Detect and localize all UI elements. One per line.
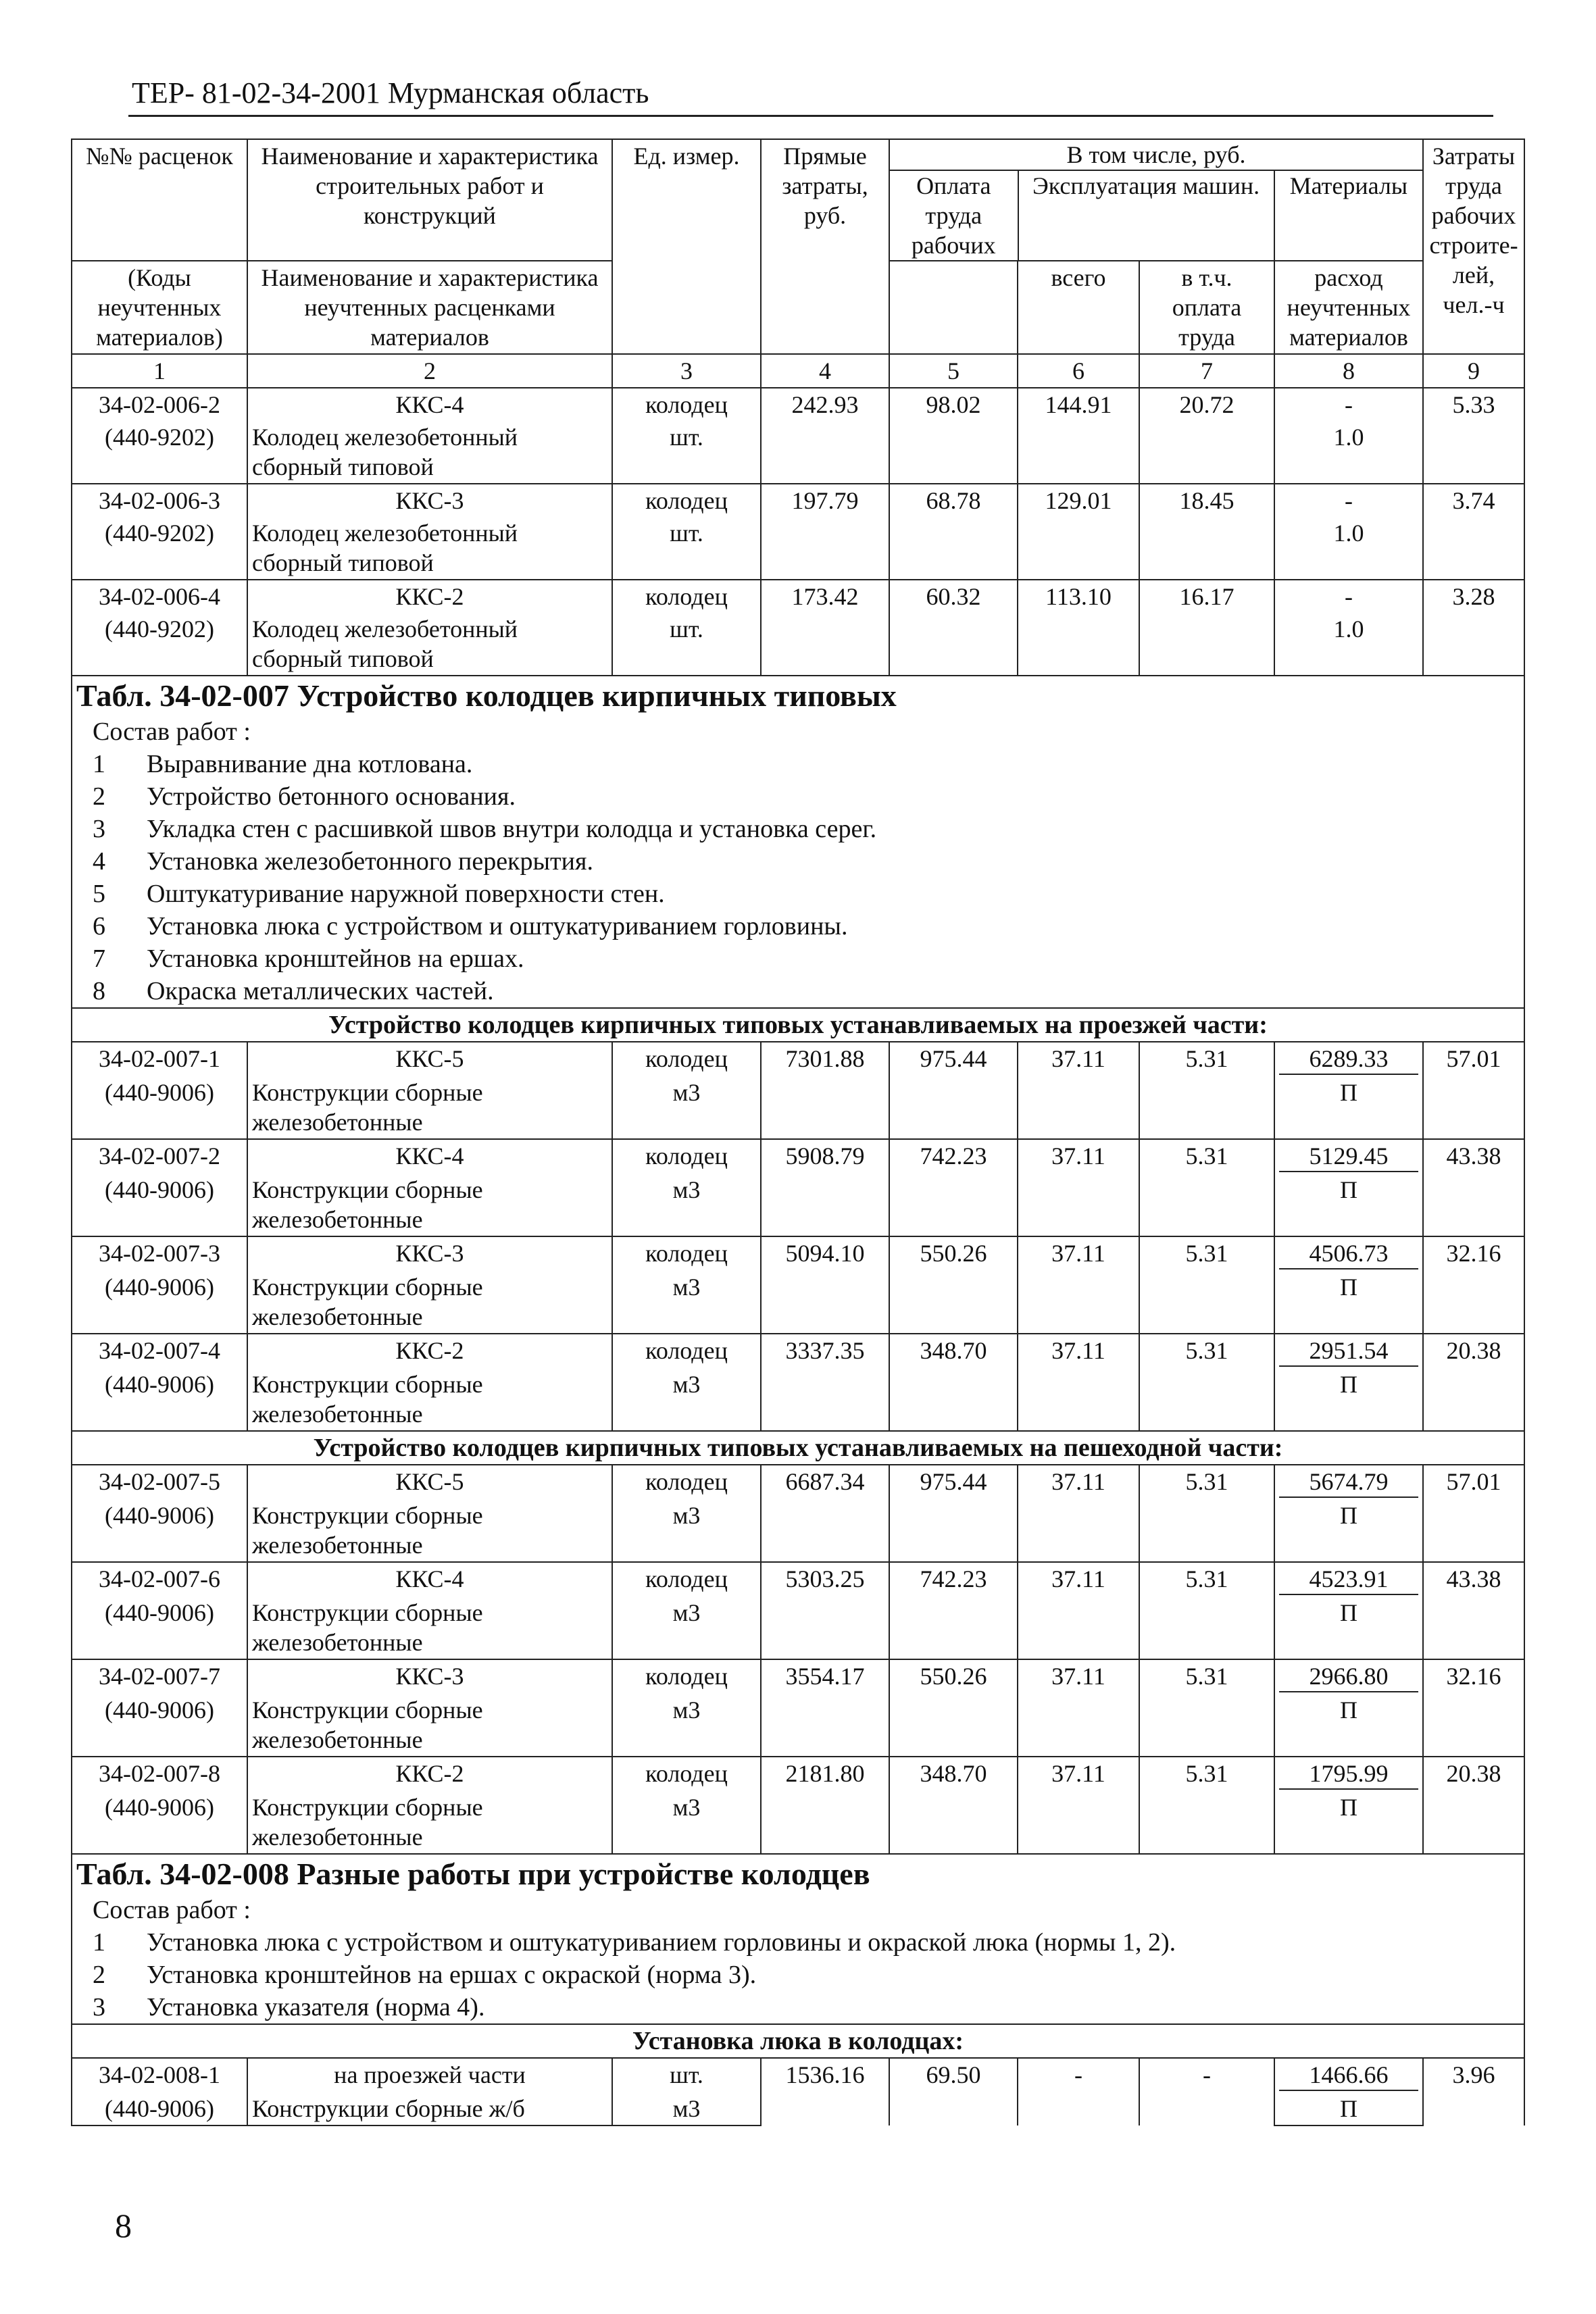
col-incl-header: В том числе, руб. [890, 140, 1422, 171]
material-name: Колодец железобетонный сборный типовой [247, 421, 612, 484]
rate-machines-wage: 5.31 [1139, 1659, 1274, 1757]
work-item-text: Установка люка с устройством и оштукатуриванием горловины. [147, 912, 848, 940]
table-row [72, 1562, 1524, 1596]
material-unit: м3 [612, 1596, 761, 1659]
rate-wage: 975.44 [889, 1042, 1018, 1139]
rate-machines-total: 144.91 [1018, 388, 1139, 484]
rate-materials: - [1345, 583, 1353, 610]
col-direct-header: Прямые затраты, руб. [761, 139, 889, 354]
column-numbers-row [72, 354, 1524, 388]
rate-machines-wage: 20.72 [1139, 388, 1274, 484]
work-item-text: Установка люка с устройством и оштукатуриванием горловины и окраской люка (нормы 1, 2). [147, 1928, 1176, 1957]
col-num: 1 [72, 354, 247, 388]
rate-machines-wage: 5.31 [1139, 1236, 1274, 1334]
rate-direct-cost: 2181.80 [761, 1757, 889, 1854]
rate-direct-cost: 5908.79 [761, 1139, 889, 1236]
section-title: Табл. 34-02-008 Разные работы при устройстве колодцев [76, 1857, 870, 1891]
material-unit: м3 [612, 1076, 761, 1139]
rate-machines-total: 37.11 [1018, 1139, 1139, 1236]
col-num: 4 [761, 354, 889, 388]
table-row [72, 1236, 1524, 1271]
material-name: Конструкции сборные железобетонные [247, 1271, 612, 1334]
work-item [72, 1926, 1524, 1959]
table-row [72, 1042, 1524, 1076]
page-number: 8 [115, 2207, 132, 2244]
material-name: Конструкции сборные ж/б [247, 2092, 612, 2126]
subsection-row [72, 2024, 1524, 2058]
page-header: ТЕР- 81-02-34-2001 Мурманская область [132, 76, 649, 109]
rate-unit: колодец [612, 1465, 761, 1499]
header-rule [128, 115, 1493, 117]
rate-code: 34-02-008-1 [72, 2058, 247, 2092]
rate-labor: 20.38 [1423, 1757, 1524, 1854]
subsection-title: Установка люка в колодцах: [632, 2027, 964, 2055]
section-header-cell [72, 676, 1524, 1008]
col-num: 7 [1139, 354, 1274, 388]
rate-materials: 2951.54 [1279, 1336, 1418, 1367]
material-consumption: П [1274, 1596, 1423, 1659]
col-code-sub-header: (Коды неучтенных материалов) [72, 261, 247, 354]
material-consumption: П [1274, 1174, 1423, 1236]
material-name: Колодец железобетонный сборный типовой [247, 613, 612, 676]
table-row [72, 580, 1524, 613]
rate-materials: - [1345, 487, 1353, 514]
rate-labor: 32.16 [1423, 1236, 1524, 1334]
rate-name: ККС-3 [247, 1659, 612, 1694]
rate-wage: 60.32 [889, 580, 1018, 676]
rate-name: ККС-2 [247, 1334, 612, 1368]
rate-machines-wage: 16.17 [1139, 580, 1274, 676]
rate-name: ККС-4 [247, 388, 612, 421]
subsection-title: Устройство колодцев кирпичных типовых устанавливаемых на проезжей части: [328, 1011, 1268, 1039]
rate-wage: 742.23 [889, 1562, 1018, 1659]
table-row [72, 1757, 1524, 1791]
rate-labor: 43.38 [1423, 1562, 1524, 1659]
rate-wage: 742.23 [889, 1139, 1018, 1236]
col-materials-header: Материалы [1289, 172, 1408, 199]
rate-materials-cell [1274, 1659, 1423, 1694]
work-item [72, 748, 1524, 780]
material-name: Конструкции сборные железобетонные [247, 1174, 612, 1236]
rate-wage: 68.78 [889, 484, 1018, 580]
rate-labor: 32.16 [1423, 1659, 1524, 1757]
rate-wage: 550.26 [889, 1236, 1018, 1334]
rate-machines-wage: 5.31 [1139, 1334, 1274, 1431]
rate-materials-cell [1274, 1139, 1423, 1174]
rate-machines-total: 37.11 [1018, 1465, 1139, 1562]
work-item [72, 845, 1524, 878]
table-body [72, 139, 1524, 2126]
rate-unit: колодец [612, 1334, 761, 1368]
material-code: (440-9006) [72, 1694, 247, 1757]
subsection-row [72, 1008, 1524, 1042]
material-code: (440-9006) [72, 1271, 247, 1334]
material-name: Конструкции сборные железобетонные [247, 1076, 612, 1139]
rate-machines-total: 37.11 [1018, 1042, 1139, 1139]
subsection-row-cell [72, 1431, 1524, 1465]
rate-wage: 975.44 [889, 1465, 1018, 1562]
rate-machines-total: - [1018, 2058, 1139, 2126]
col-code-header: №№ расценок [72, 139, 247, 261]
rate-code: 34-02-006-4 [72, 580, 247, 613]
material-unit: шт. [612, 517, 761, 580]
material-name: Конструкции сборные железобетонные [247, 1499, 612, 1562]
rate-machines-wage: - [1139, 2058, 1274, 2126]
rate-unit: шт. [612, 2058, 761, 2092]
work-item [72, 910, 1524, 942]
rate-code: 34-02-006-3 [72, 484, 247, 517]
header-row-1 [72, 139, 1524, 261]
material-unit: м3 [612, 2092, 761, 2126]
material-code: (440-9006) [72, 1499, 247, 1562]
work-item-text: Установка железобетонного перекрытия. [147, 847, 593, 876]
subsection-title: Устройство колодцев кирпичных типовых устанавливаемых на пешеходной части: [313, 1434, 1283, 1462]
rate-machines-wage: 5.31 [1139, 1042, 1274, 1139]
rate-name: ККС-2 [247, 1757, 612, 1791]
table-row [72, 1465, 1524, 1499]
rate-labor: 3.28 [1423, 580, 1524, 676]
rate-materials: - [1345, 391, 1353, 418]
material-code: (440-9006) [72, 1368, 247, 1431]
section-header [72, 1854, 1524, 2024]
rate-direct-cost: 5094.10 [761, 1236, 889, 1334]
rate-labor: 5.33 [1423, 388, 1524, 484]
material-name: Колодец железобетонный сборный типовой [247, 517, 612, 580]
work-item-text: Выравнивание дна котлована. [147, 750, 473, 778]
material-name: Конструкции сборные железобетонные [247, 1368, 612, 1431]
rate-materials: 6289.33 [1279, 1044, 1418, 1075]
table-row [72, 1659, 1524, 1694]
rate-direct-cost: 3337.35 [761, 1334, 889, 1431]
rate-unit: колодец [612, 1236, 761, 1271]
col-machines-header: Эксплуатация машин. [1019, 171, 1275, 260]
rate-name: ККС-2 [247, 580, 612, 613]
col-name-sub-header: Наименование и характеристика неучтенных расценками материалов [247, 261, 612, 354]
work-item-text: Оштукатуривание наружной поверхности стен. [147, 880, 665, 908]
material-name: Конструкции сборные железобетонные [247, 1791, 612, 1854]
col-total-header: всего [1018, 261, 1139, 354]
work-item [72, 1991, 1524, 2023]
work-item-number: 3 [93, 815, 105, 843]
rate-code: 34-02-007-5 [72, 1465, 247, 1499]
rate-materials: 1466.66 [1279, 2060, 1418, 2091]
works-label: Состав работ : [93, 1896, 251, 1924]
rate-unit: колодец [612, 1659, 761, 1694]
work-item-number: 8 [93, 977, 105, 1005]
rate-unit: колодец [612, 1562, 761, 1596]
material-consumption: 1.0 [1274, 517, 1423, 580]
rate-labor: 20.38 [1423, 1334, 1524, 1431]
rate-machines-total: 37.11 [1018, 1562, 1139, 1659]
work-item-number: 4 [93, 847, 105, 876]
rate-unit: колодец [612, 580, 761, 613]
col-num: 9 [1423, 354, 1524, 388]
rate-code: 34-02-007-7 [72, 1659, 247, 1694]
work-item-text: Установка кронштейнов на ершах с окраской (норма 3). [147, 1961, 757, 1989]
material-unit: м3 [612, 1499, 761, 1562]
rate-materials-cell [1274, 1042, 1423, 1076]
rate-machines-wage: 5.31 [1139, 1465, 1274, 1562]
table-row [72, 2058, 1524, 2092]
rate-direct-cost: 5303.25 [761, 1562, 889, 1659]
rate-materials-cell [1274, 1465, 1423, 1499]
rate-code: 34-02-006-2 [72, 388, 247, 421]
col-name-header: Наименование и характеристика строительных работ и конструкций [247, 139, 612, 261]
col-num: 3 [612, 354, 761, 388]
material-unit: м3 [612, 1791, 761, 1854]
rate-unit: колодец [612, 388, 761, 421]
rate-code: 34-02-007-6 [72, 1562, 247, 1596]
work-item-text: Установка указателя (норма 4). [147, 1993, 485, 2021]
rate-materials-cell [1274, 1562, 1423, 1596]
rate-materials-cell [1274, 1334, 1423, 1368]
section-header [72, 676, 1524, 1008]
rate-code: 34-02-007-2 [72, 1139, 247, 1174]
rate-direct-cost: 7301.88 [761, 1042, 889, 1139]
rate-wage: 348.70 [889, 1757, 1018, 1854]
table-row [72, 1334, 1524, 1368]
work-item-number: 2 [93, 1961, 105, 1989]
work-item-number: 5 [93, 880, 105, 908]
rate-direct-cost: 3554.17 [761, 1659, 889, 1757]
rate-labor: 57.01 [1423, 1042, 1524, 1139]
rate-labor: 3.96 [1423, 2058, 1524, 2126]
rate-machines-total: 37.11 [1018, 1236, 1139, 1334]
rate-machines-wage: 5.31 [1139, 1757, 1274, 1854]
table-row [72, 484, 1524, 517]
work-item-number: 1 [93, 1928, 105, 1957]
work-item-number: 3 [93, 1993, 105, 2021]
col-wage-header: Оплата труда рабочих [890, 171, 1019, 260]
material-consumption: П [1274, 1271, 1423, 1334]
table-row [72, 388, 1524, 421]
work-item-text: Установка кронштейнов на ершах. [147, 945, 524, 973]
rate-direct-cost: 1536.16 [761, 2058, 889, 2126]
section-header-cell [72, 1854, 1524, 2024]
material-code: (440-9006) [72, 1174, 247, 1236]
rate-labor: 3.74 [1423, 484, 1524, 580]
work-item-number: 7 [93, 945, 105, 973]
rate-direct-cost: 242.93 [761, 388, 889, 484]
section-title: Табл. 34-02-007 Устройство колодцев кирпичных типовых [76, 678, 897, 713]
material-consumption: П [1274, 1368, 1423, 1431]
col-unit-header: Ед. измер. [612, 139, 761, 354]
rate-code: 34-02-007-8 [72, 1757, 247, 1791]
material-code: (440-9006) [72, 1076, 247, 1139]
rate-materials: 4523.91 [1279, 1564, 1418, 1595]
col-num: 5 [889, 354, 1018, 388]
material-code: (440-9006) [72, 2092, 247, 2126]
rate-materials: 2966.80 [1279, 1661, 1418, 1692]
material-consumption: П [1274, 1791, 1423, 1854]
rate-name: ККС-3 [247, 484, 612, 517]
col-num: 8 [1274, 354, 1423, 388]
works-label: Состав работ : [93, 718, 251, 746]
rate-labor: 43.38 [1423, 1139, 1524, 1236]
rate-unit: колодец [612, 484, 761, 517]
rate-machines-total: 37.11 [1018, 1334, 1139, 1431]
rate-machines-wage: 5.31 [1139, 1562, 1274, 1659]
rate-code: 34-02-007-3 [72, 1236, 247, 1271]
rate-machines-total: 113.10 [1018, 580, 1139, 676]
col-incl-group [889, 139, 1423, 261]
rate-machines-total: 37.11 [1018, 1659, 1139, 1757]
work-item [72, 780, 1524, 813]
material-name: Конструкции сборные железобетонные [247, 1694, 612, 1757]
col-labor-header: Затраты труда рабочих строите-лей, чел.-ч [1423, 139, 1524, 354]
material-code: (440-9006) [72, 1791, 247, 1854]
rate-name: на проезжей части [247, 2058, 612, 2092]
material-unit: м3 [612, 1271, 761, 1334]
material-consumption: 1.0 [1274, 421, 1423, 484]
rate-code: 34-02-007-4 [72, 1334, 247, 1368]
work-item [72, 942, 1524, 975]
work-item-text: Укладка стен с расшивкой швов внутри колодца и установка серег. [147, 815, 877, 843]
rate-machines-wage: 18.45 [1139, 484, 1274, 580]
document-body [71, 139, 1524, 2126]
material-unit: м3 [612, 1174, 761, 1236]
subsection-row-cell [72, 2024, 1524, 2058]
rate-machines-wage: 5.31 [1139, 1139, 1274, 1236]
rate-machines-total: 37.11 [1018, 1757, 1139, 1854]
rate-materials-cell [1274, 1757, 1423, 1791]
col-num: 2 [247, 354, 612, 388]
rate-materials-cell [1274, 580, 1423, 613]
material-consumption: П [1274, 1499, 1423, 1562]
material-code: (440-9006) [72, 1596, 247, 1659]
work-item [72, 1959, 1524, 1991]
rate-name: ККС-5 [247, 1465, 612, 1499]
rate-materials-cell [1274, 1236, 1423, 1271]
rate-wage: 69.50 [889, 2058, 1018, 2126]
rate-direct-cost: 173.42 [761, 580, 889, 676]
work-item [72, 878, 1524, 910]
rate-name: ККС-4 [247, 1139, 612, 1174]
rate-wage: 550.26 [889, 1659, 1018, 1757]
rate-materials: 4506.73 [1279, 1238, 1418, 1269]
work-item-number: 1 [93, 750, 105, 778]
rate-direct-cost: 6687.34 [761, 1465, 889, 1562]
rate-materials-cell [1274, 484, 1423, 517]
material-code: (440-9202) [72, 517, 247, 580]
rate-wage: 98.02 [889, 388, 1018, 484]
rate-materials-cell [1274, 2058, 1423, 2092]
rate-unit: колодец [612, 1757, 761, 1791]
col-num: 6 [1018, 354, 1139, 388]
rate-name: ККС-5 [247, 1042, 612, 1076]
material-unit: м3 [612, 1694, 761, 1757]
subsection-row [72, 1431, 1524, 1465]
rate-unit: колодец [612, 1042, 761, 1076]
rate-materials: 1795.99 [1279, 1759, 1418, 1790]
material-code: (440-9202) [72, 421, 247, 484]
rate-materials: 5674.79 [1279, 1467, 1418, 1498]
material-unit: шт. [612, 613, 761, 676]
rate-materials-cell [1274, 388, 1423, 421]
material-unit: м3 [612, 1368, 761, 1431]
rate-machines-total: 129.01 [1018, 484, 1139, 580]
col-mat-sub-header: расход неучтенных материалов [1274, 261, 1423, 354]
rate-wage: 348.70 [889, 1334, 1018, 1431]
rate-name: ККС-3 [247, 1236, 612, 1271]
material-code: (440-9202) [72, 613, 247, 676]
work-item [72, 813, 1524, 845]
rate-direct-cost: 197.79 [761, 484, 889, 580]
rates-table [71, 139, 1525, 2126]
col-incl-wage-header: в т.ч. оплата труда [1139, 261, 1274, 354]
subsection-row-cell [72, 1008, 1524, 1042]
work-item-number: 6 [93, 912, 105, 940]
material-consumption: П [1274, 1694, 1423, 1757]
work-item [72, 975, 1524, 1007]
material-unit: шт. [612, 421, 761, 484]
rate-unit: колодец [612, 1139, 761, 1174]
rate-name: ККС-4 [247, 1562, 612, 1596]
table-row [72, 1139, 1524, 1174]
work-item-number: 2 [93, 782, 105, 811]
material-consumption: П [1274, 1076, 1423, 1139]
work-item-text: Устройство бетонного основания. [147, 782, 516, 811]
material-name: Конструкции сборные железобетонные [247, 1596, 612, 1659]
rate-code: 34-02-007-1 [72, 1042, 247, 1076]
material-consumption: П [1274, 2092, 1423, 2126]
rate-materials: 5129.45 [1279, 1141, 1418, 1172]
rate-labor: 57.01 [1423, 1465, 1524, 1562]
material-consumption: 1.0 [1274, 613, 1423, 676]
work-item-text: Окраска металлических частей. [147, 977, 494, 1005]
